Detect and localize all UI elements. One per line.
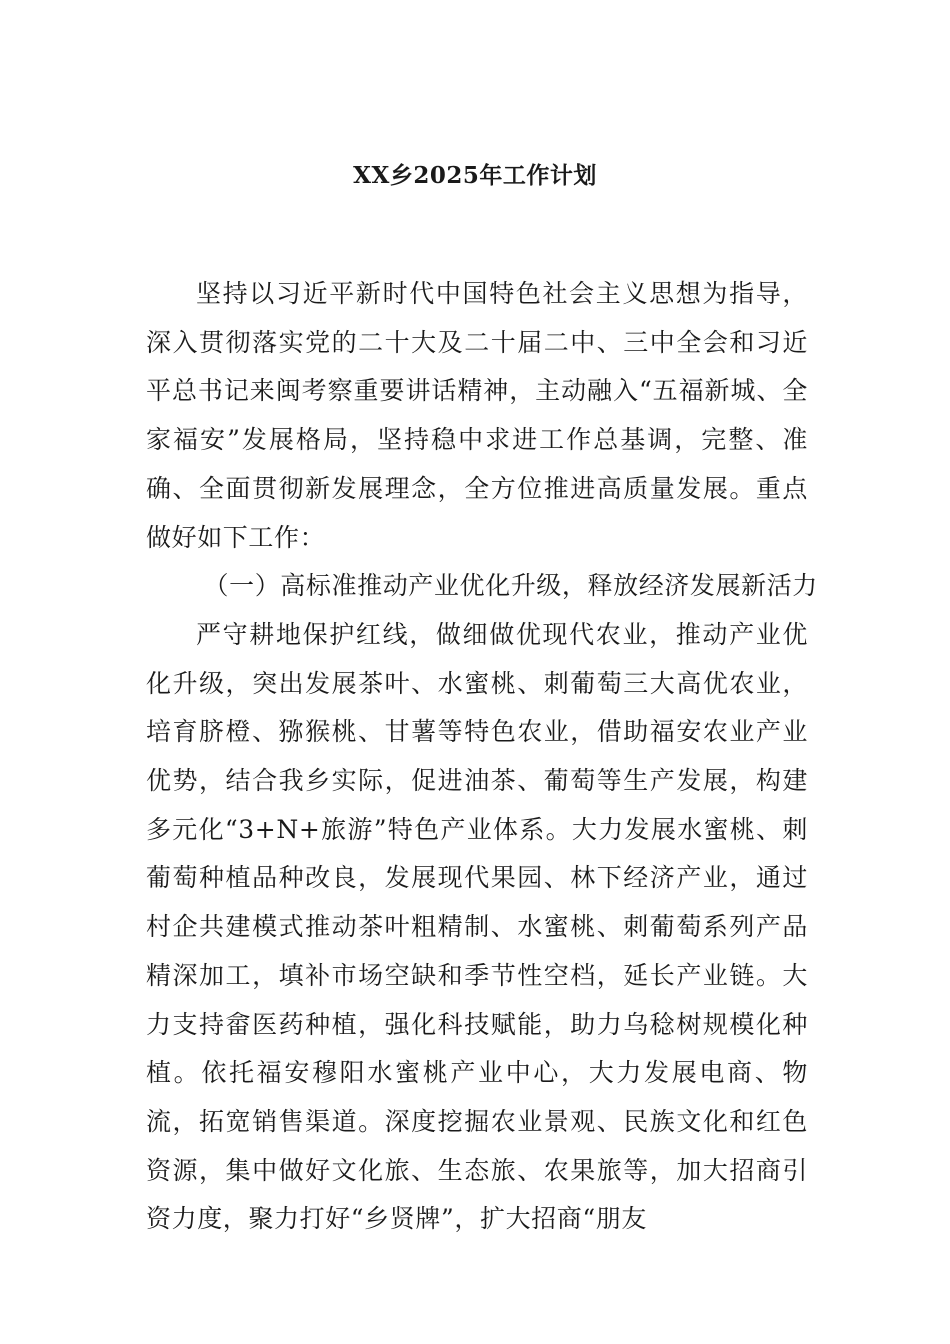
document-body [146,270,818,1244]
intro-paragraph: 坚持以习近平新时代中国特色社会主义思想为指导，深入贯彻落实党的二十大及二十届二中、三中全会和习近平总书记来闽考察重要讲话精神，主动融入“五福新城、全家福安”发展格局，坚持稳中求进工作总基调，完整、准确、全面贯彻新发展理念，全方位推进高质量发展。重点做好如下工作： [146,279,808,552]
section-paragraph: 严守耕地保护红线，做细做优现代农业，推动产业优化升级，突出发展茶叶、水蜜桃、刺葡萄三大高优农业，培育脐橙、猕猴桃、甘薯等特色农业，借助福安农业产业优势，结合我乡实际，促进油茶、葡萄等生产发展，构建多元化“3+N+旅游”特色产业体系。大力发展水蜜桃、刺葡萄种植品种改良，发展现代果园、林下经济产业，通过村企共建模式推动茶叶粗精制、水蜜桃、刺葡萄系列产品精深加工，填补市场空缺和季节性空档，延长产业链。大力支持畲医药种植，强化科技赋能，助力乌稔树规模化种植。依托福安穆阳水蜜桃产业中心，大力发展电商、物流，拓宽销售渠道。深度挖掘农业景观、民族文化和红色资源，集中做好文化旅、生态旅、农果旅等，加大招商引资力度，聚力打好“乡贤牌”，扩大招商“朋友 [146,619,808,1234]
document-title: XX乡2025年工作计划 [353,162,597,189]
section-heading: （一）高标准推动产业优化升级，释放经济发展新活力 [203,571,818,601]
